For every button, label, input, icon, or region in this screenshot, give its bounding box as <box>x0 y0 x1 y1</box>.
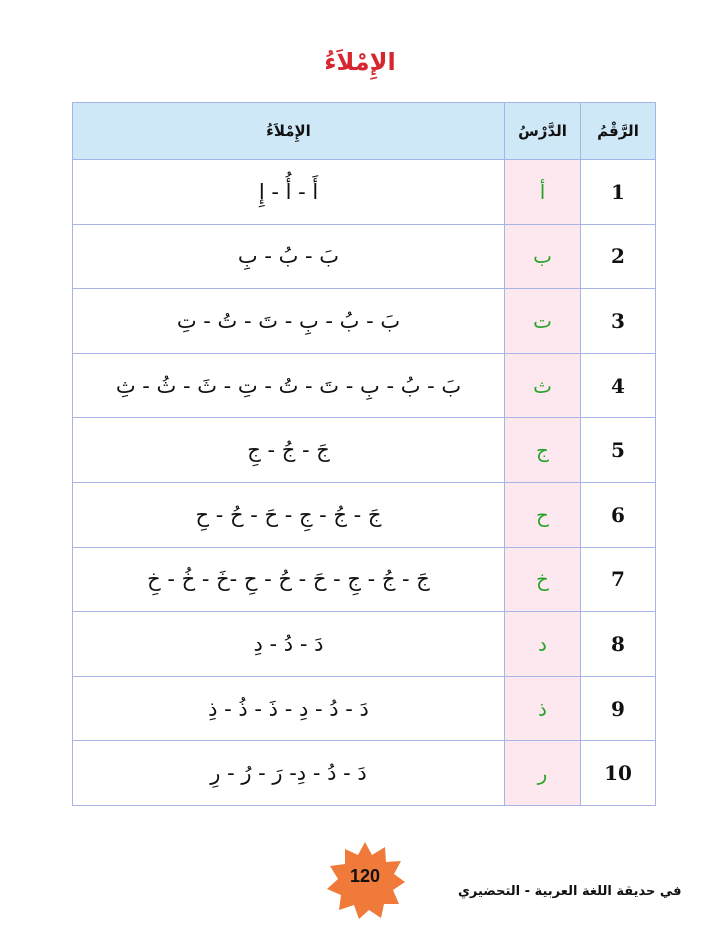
table-row <box>73 482 656 547</box>
row-lesson: ر <box>505 741 581 806</box>
row-dictation: أَ - أُ - إِ <box>73 160 505 225</box>
row-lesson: ث <box>505 353 581 418</box>
row-dictation: جَ - جُ - جِ - حَ - حُ - حِ <box>73 482 505 547</box>
row-lesson: ت <box>505 289 581 354</box>
table-row <box>73 676 656 741</box>
row-lesson: ب <box>505 224 581 289</box>
page-number-badge <box>325 840 405 920</box>
row-lesson: خ <box>505 547 581 612</box>
row-number: 7 <box>581 547 656 612</box>
row-dictation: دَ - دُ - دِ - ذَ - ذُ - ذِ <box>73 676 505 741</box>
row-number: 3 <box>581 289 656 354</box>
row-dictation: بَ - بُ - بِ <box>73 224 505 289</box>
dictation-table <box>72 102 656 806</box>
row-lesson: ذ <box>505 676 581 741</box>
row-dictation: دَ - دُ - دِ- رَ - رُ - رِ <box>73 741 505 806</box>
row-number: 9 <box>581 676 656 741</box>
book-title: في حديقة اللغة العربية - التحضيري <box>458 884 682 899</box>
table-row <box>73 160 656 225</box>
row-number: 10 <box>581 741 656 806</box>
row-dictation: بَ - بُ - بِ - تَ - تُ - تِ <box>73 289 505 354</box>
header-number: الرَّقْمُ <box>581 103 656 160</box>
table-row <box>73 418 656 483</box>
table-row <box>73 547 656 612</box>
row-dictation: جَ - جُ - جِ - حَ - حُ - حِ -خَ - خُ - خِ <box>73 547 505 612</box>
table-header-row <box>73 103 656 160</box>
table-row <box>73 224 656 289</box>
row-number: 4 <box>581 353 656 418</box>
row-number: 5 <box>581 418 656 483</box>
header-lesson: الدَّرْسُ <box>505 103 581 160</box>
table-row <box>73 741 656 806</box>
row-lesson: أ <box>505 160 581 225</box>
row-lesson: د <box>505 612 581 677</box>
row-dictation: دَ - دُ - دِ <box>73 612 505 677</box>
page-title: الإِمْلاَءُ <box>324 48 396 76</box>
page-number: 120 <box>349 866 381 886</box>
row-number: 2 <box>581 224 656 289</box>
table-row <box>73 289 656 354</box>
row-number: 8 <box>581 612 656 677</box>
row-lesson: ج <box>505 418 581 483</box>
table-row <box>73 612 656 677</box>
table-row <box>73 353 656 418</box>
row-lesson: ح <box>505 482 581 547</box>
row-number: 1 <box>581 160 656 225</box>
header-dictation: الإِمْلاَءُ <box>73 103 505 160</box>
row-dictation: بَ - بُ - بِ - تَ - تُ - تِ - ثَ - ثُ - ثِ <box>73 353 505 418</box>
row-number: 6 <box>581 482 656 547</box>
row-dictation: جَ - جُ - جِ <box>73 418 505 483</box>
